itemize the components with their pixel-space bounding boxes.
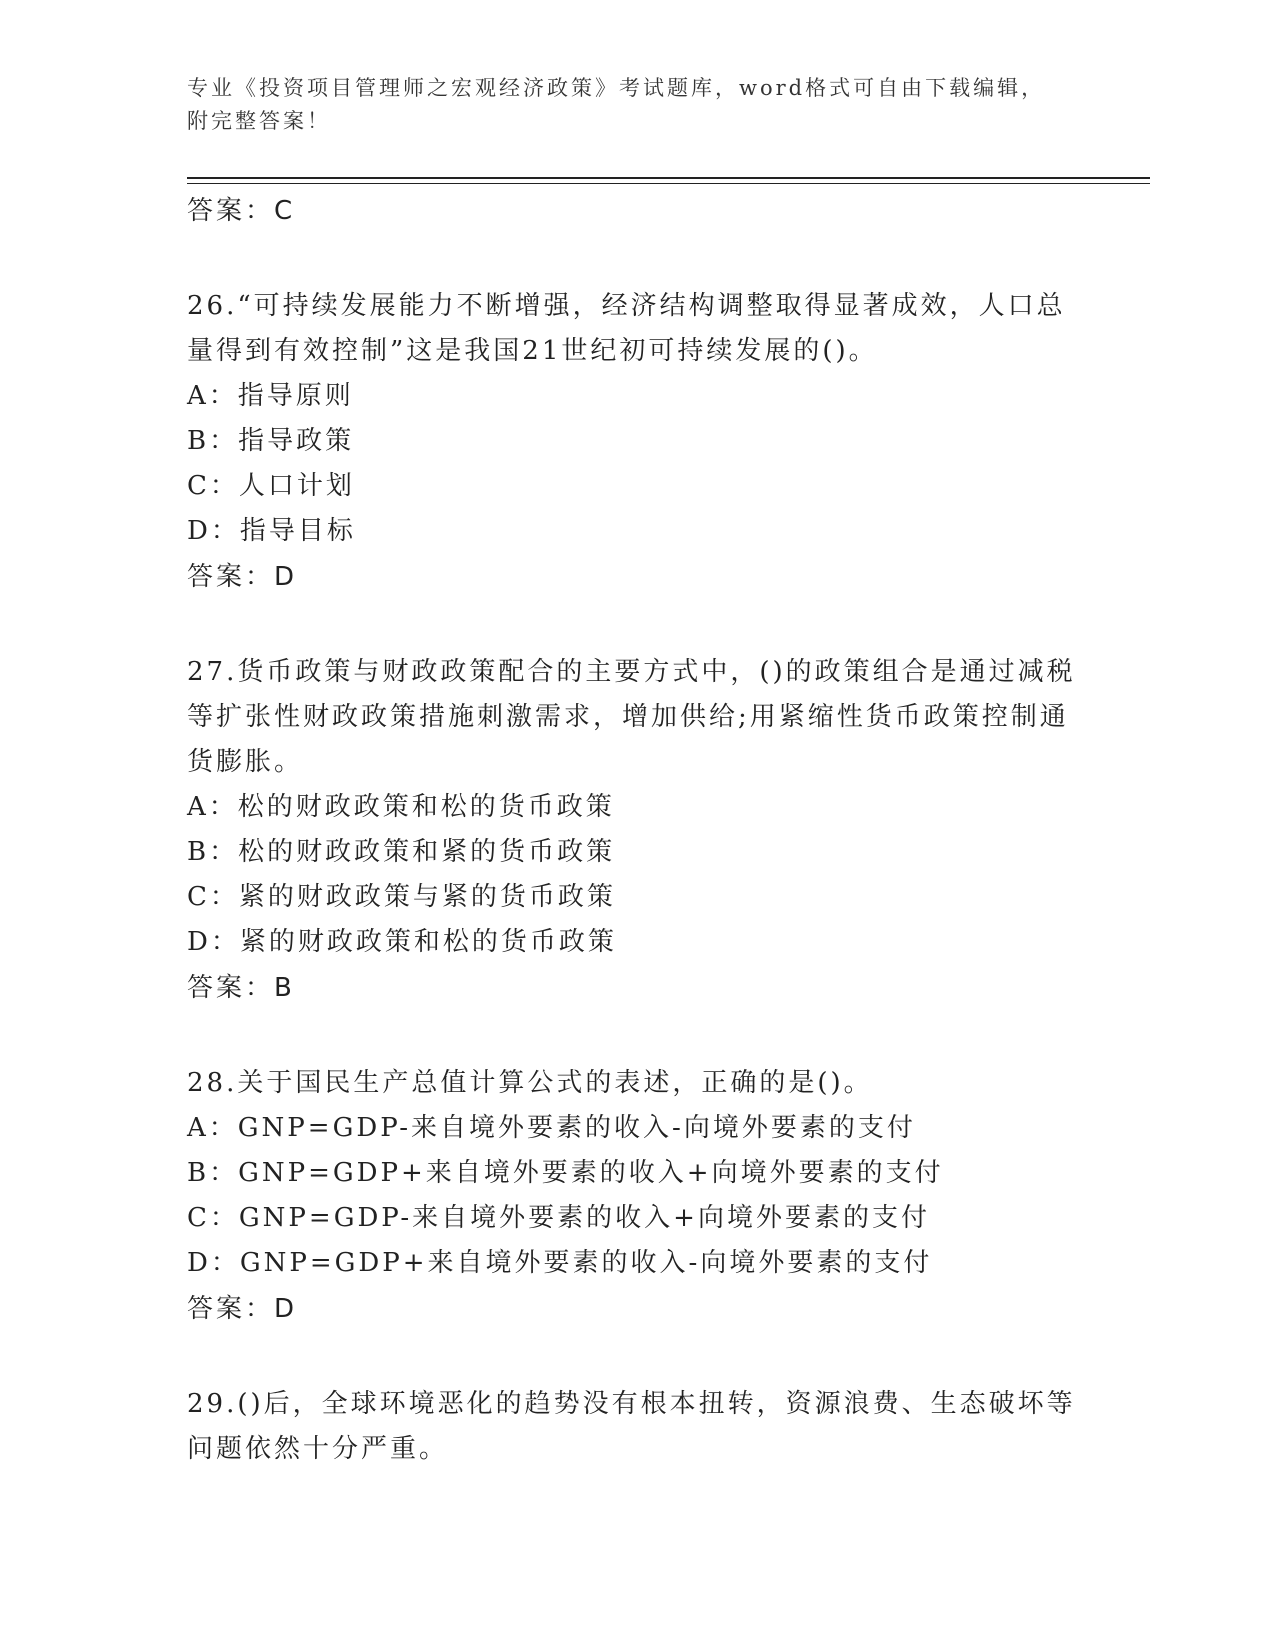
question-stem-line: 货膨胀。 xyxy=(187,747,304,777)
header-line-1: 专业《投资项目管理师之宏观经济政策》考试题库，word格式可自由下载编辑， xyxy=(187,76,1046,100)
answer-26: 答案：D xyxy=(187,562,298,592)
question-stem-line: 29.()后，全球环境恶化的趋势没有根本扭转，资源浪费、生态破坏等 xyxy=(187,1389,1076,1419)
option-b: B：GNP=GDP+来自境外要素的收入+向境外要素的支付 xyxy=(187,1158,944,1188)
question-stem-line: 量得到有效控制”这是我国21世纪初可持续发展的()。 xyxy=(187,336,878,366)
question-list xyxy=(187,188,1087,1472)
option-b: B：指导政策 xyxy=(187,426,355,456)
question-26 xyxy=(187,284,1087,600)
option-d: D：指导目标 xyxy=(187,516,356,546)
option-d: D：紧的财政政策和松的货币政策 xyxy=(187,927,617,957)
page-header xyxy=(187,72,1087,138)
header-rule-thick xyxy=(187,177,1150,179)
option-d: D：GNP=GDP+来自境外要素的收入-向境外要素的支付 xyxy=(187,1248,933,1278)
option-c: C：紧的财政政策与紧的货币政策 xyxy=(187,882,616,912)
question-stem-line: 28.关于国民生产总值计算公式的表述，正确的是()。 xyxy=(187,1068,873,1098)
question-29 xyxy=(187,1382,1087,1472)
answer-27: 答案：B xyxy=(187,973,295,1003)
option-a: A：GNP=GDP-来自境外要素的收入-向境外要素的支付 xyxy=(187,1113,916,1143)
question-27 xyxy=(187,650,1087,1011)
answer-25: 答案：C xyxy=(187,196,296,226)
question-stem-line: 26.“可持续发展能力不断增强，经济结构调整取得显著成效，人口总 xyxy=(187,291,1066,321)
header-rule-thin xyxy=(187,183,1150,184)
option-b: B：松的财政政策和紧的货币政策 xyxy=(187,837,616,867)
header-line-2: 附完整答案！ xyxy=(187,109,331,133)
option-c: C：人口计划 xyxy=(187,471,355,501)
option-c: C：GNP=GDP-来自境外要素的收入+向境外要素的支付 xyxy=(187,1203,930,1233)
answer-28: 答案：D xyxy=(187,1294,298,1324)
question-stem-line: 等扩张性财政政策措施刺激需求，增加供给;用紧缩性货币政策控制通 xyxy=(187,702,1069,732)
question-stem-line: 27.货币政策与财政政策配合的主要方式中，()的政策组合是通过减税 xyxy=(187,657,1076,687)
question-28 xyxy=(187,1061,1087,1332)
question-stem-line: 问题依然十分严重。 xyxy=(187,1434,449,1464)
option-a: A：松的财政政策和松的货币政策 xyxy=(187,792,615,822)
option-a: A：指导原则 xyxy=(187,381,354,411)
